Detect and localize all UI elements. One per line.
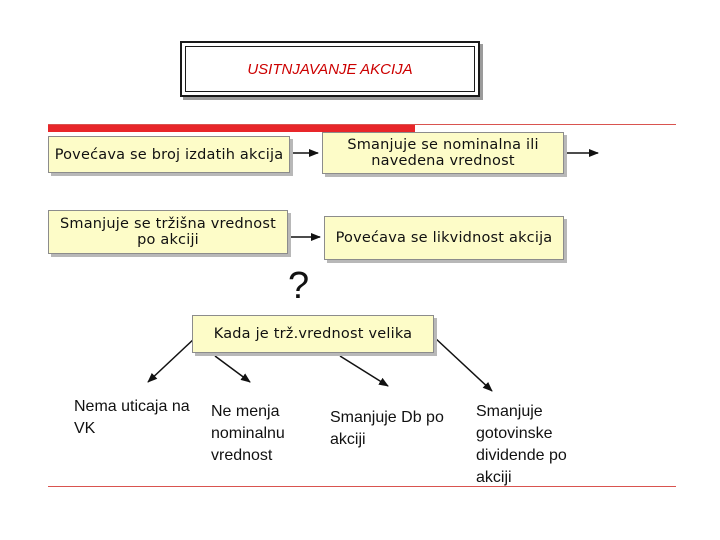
- arrow-outcome-1: [148, 337, 196, 382]
- box-condition: [192, 315, 434, 353]
- question-mark: ?: [288, 265, 310, 307]
- box-liquidity-up-text: Povećava se likvidnost akcija: [335, 230, 553, 246]
- arrow-outcome-4: [434, 337, 492, 391]
- arrow-outcome-2: [215, 356, 250, 382]
- box-condition-text: Kada je trž.vrednost velika: [213, 326, 413, 342]
- diagram-title: USITNJAVANJE AKCIJA: [247, 60, 413, 78]
- box-nominal-value-down: [322, 132, 564, 174]
- box-nominal-value-down-text: Smanjuje se nominalna ili navedena vrednost: [347, 137, 539, 169]
- box-market-value-down-text: Smanjuje se tržišna vrednost po akciji: [59, 216, 277, 248]
- arrow-outcome-3: [340, 356, 388, 386]
- box-more-shares: [48, 136, 290, 173]
- outcome-cash-dividends-down: Smanjuje gotovinske dividende po akciji: [476, 403, 567, 486]
- box-more-shares-text: Povećava se broj izdatih akcija: [54, 146, 284, 163]
- box-market-value-down: [48, 210, 288, 254]
- outcome-nominal-unchanged: Ne menja nominalnu vrednost: [211, 403, 285, 464]
- box-liquidity-up: [324, 216, 564, 260]
- outcome-no-effect-on-equity: Nema uticaja na VK: [74, 398, 190, 437]
- outcome-eps-down: Smanjuje Db po akciji: [330, 409, 444, 448]
